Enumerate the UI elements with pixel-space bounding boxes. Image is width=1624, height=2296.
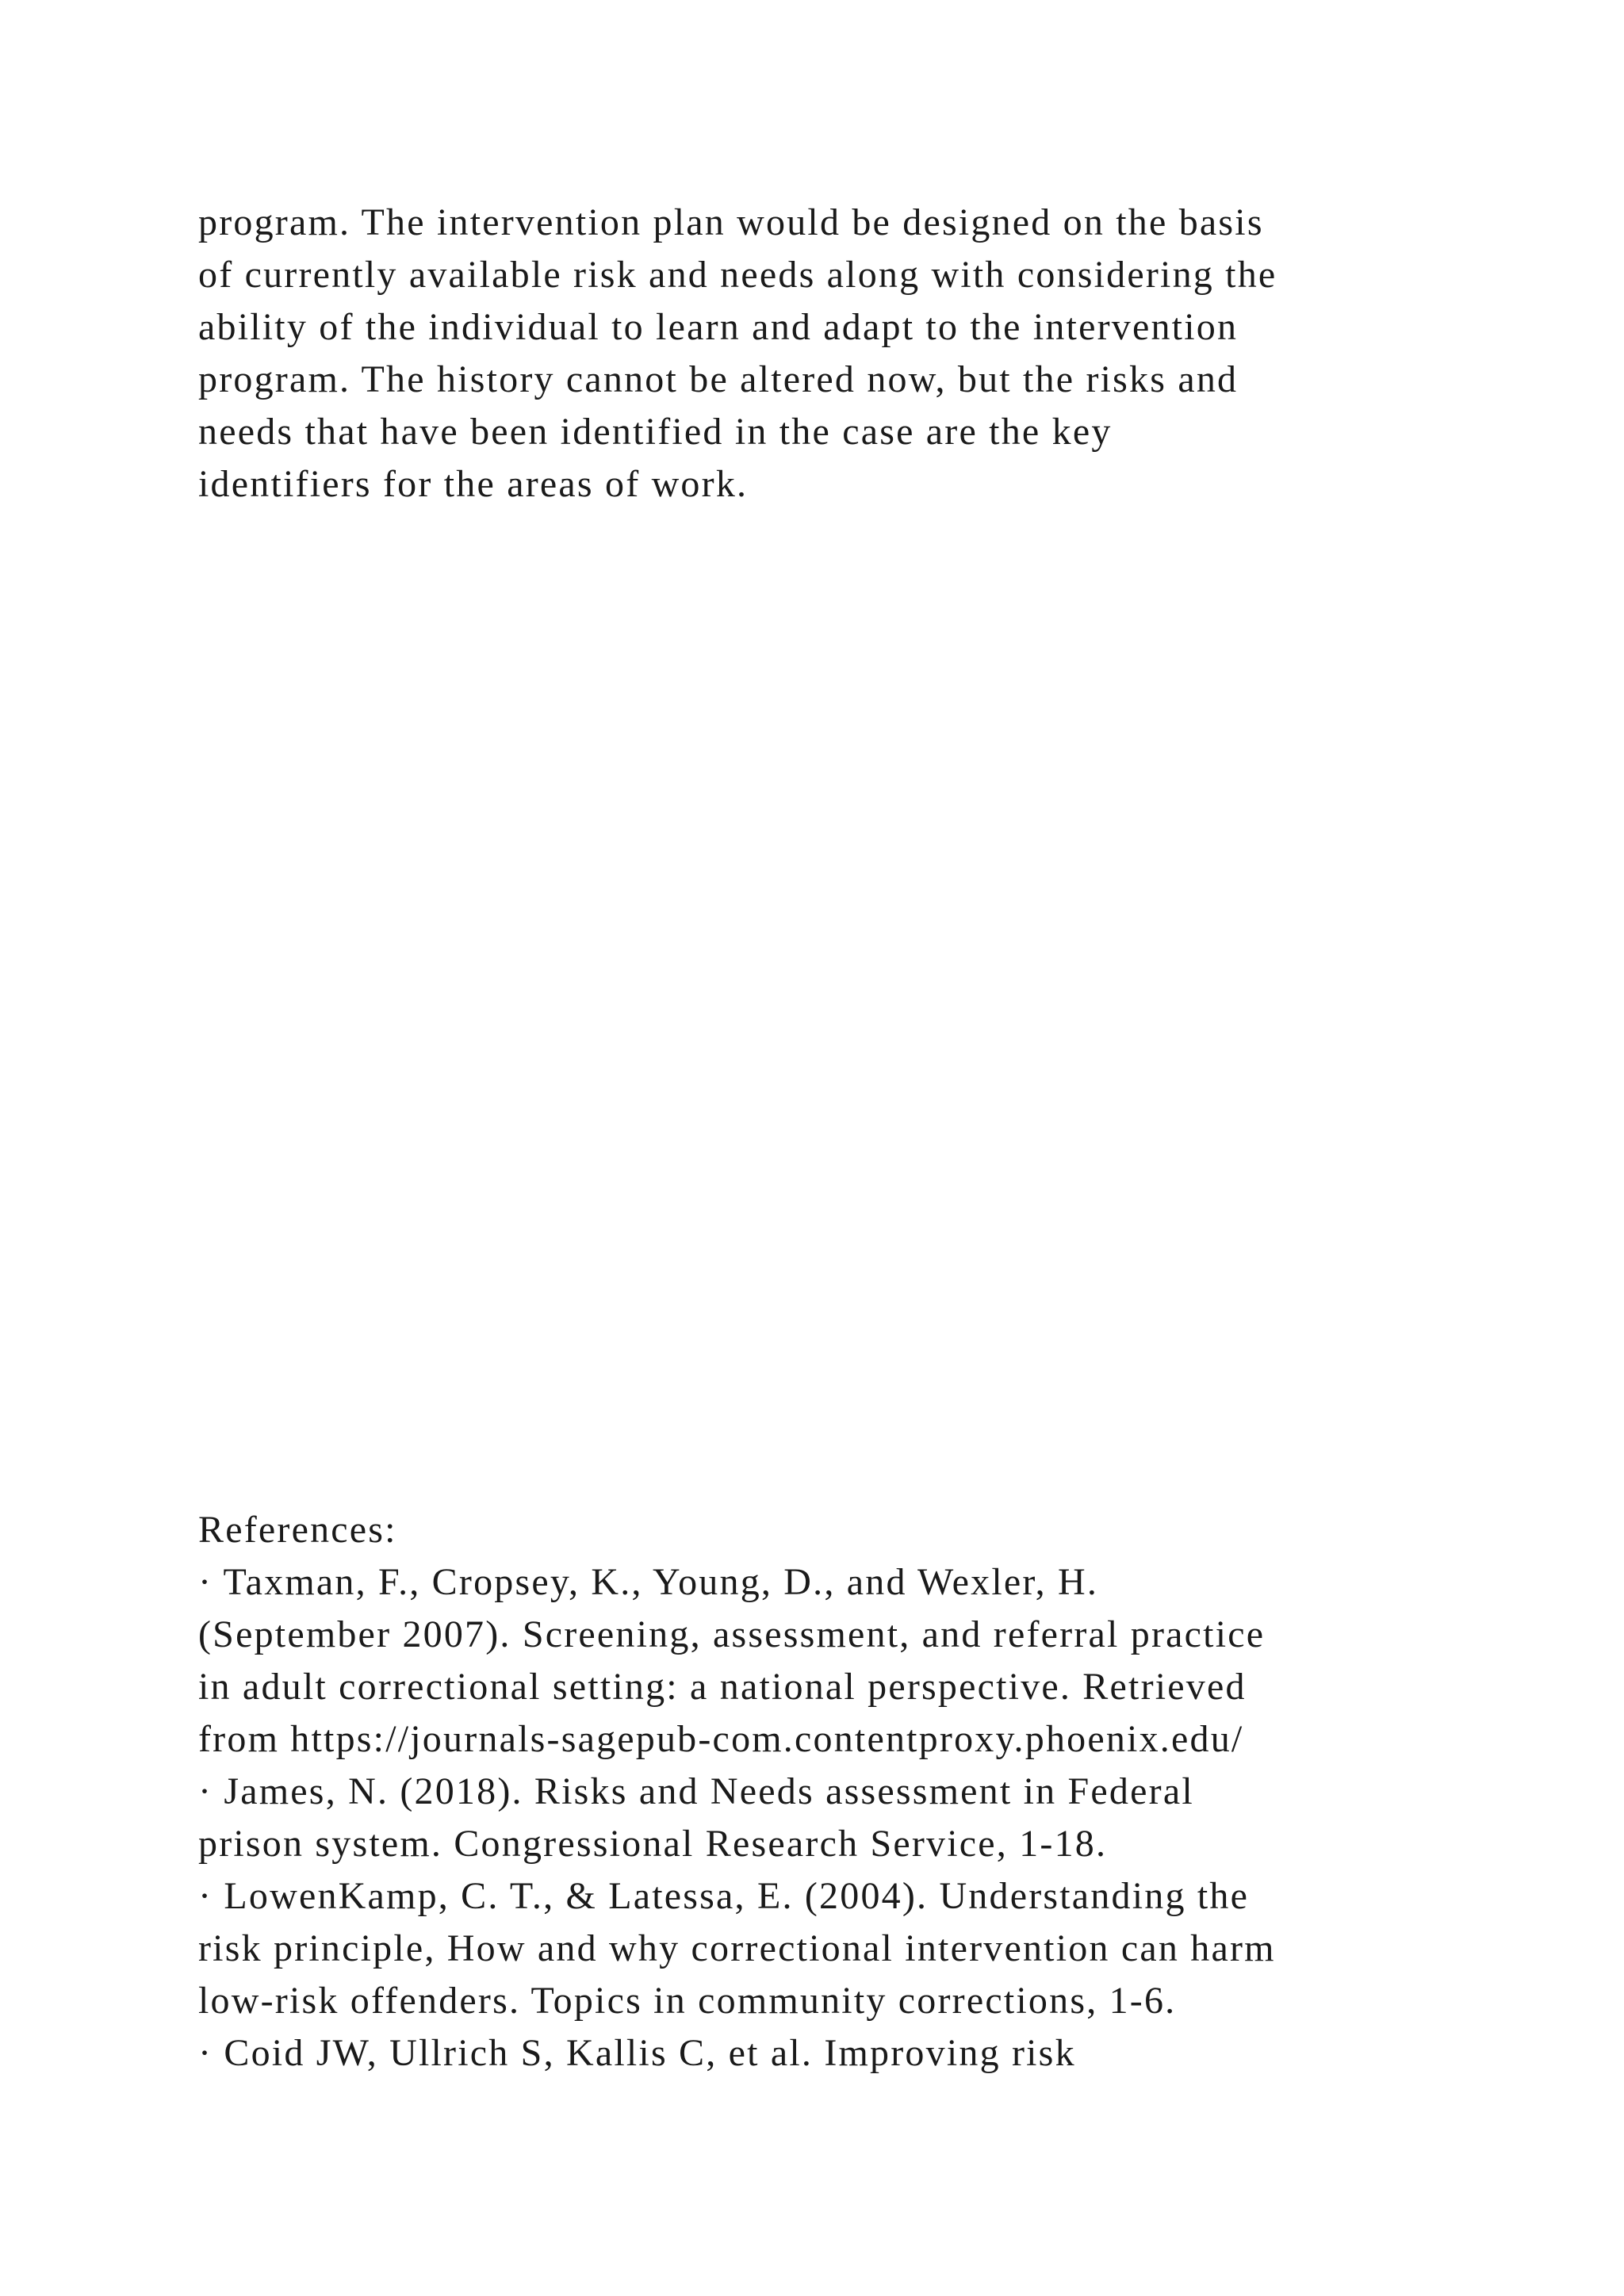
references-heading: References:: [198, 1509, 397, 1551]
reference-line: risk principle, How and why correctional intervention can harm: [198, 1927, 1276, 1969]
reference-line: in adult correctional setting: a national perspective. Retrieved: [198, 1666, 1247, 1708]
reference-line: · James, N. (2018). Risks and Needs assessment in Federal: [198, 1770, 1194, 1812]
reference-line: · Taxman, F., Cropsey, K., Young, D., and Wexler, H.: [198, 1561, 1099, 1603]
paragraph-line: program. The intervention plan would be designed on the basis: [198, 201, 1264, 243]
paragraph-line: needs that have been identified in the case are the key: [198, 411, 1113, 453]
paragraph-line: program. The history cannot be altered now, but the risks and: [198, 358, 1239, 400]
reference-line: · Coid JW, Ullrich S, Kallis C, et al. Improving risk: [198, 2032, 1076, 2074]
paragraph-line: identifiers for the areas of work.: [198, 463, 749, 505]
reference-line: · LowenKamp, C. T., & Latessa, E. (2004). Understanding the: [198, 1875, 1250, 1917]
reference-line: prison system. Congressional Research Service, 1-18.: [198, 1823, 1108, 1865]
paragraph-line: of currently available risk and needs along with considering the: [198, 254, 1277, 296]
reference-line: from https://journals-sagepub-com.contentproxy.phoenix.edu/: [198, 1718, 1244, 1760]
reference-line: low-risk offenders. Topics in community corrections, 1-6.: [198, 1980, 1177, 2022]
reference-line: (September 2007). Screening, assessment, and referral practice: [198, 1613, 1266, 1655]
paragraph-line: ability of the individual to learn and adapt to the intervention: [198, 306, 1239, 348]
